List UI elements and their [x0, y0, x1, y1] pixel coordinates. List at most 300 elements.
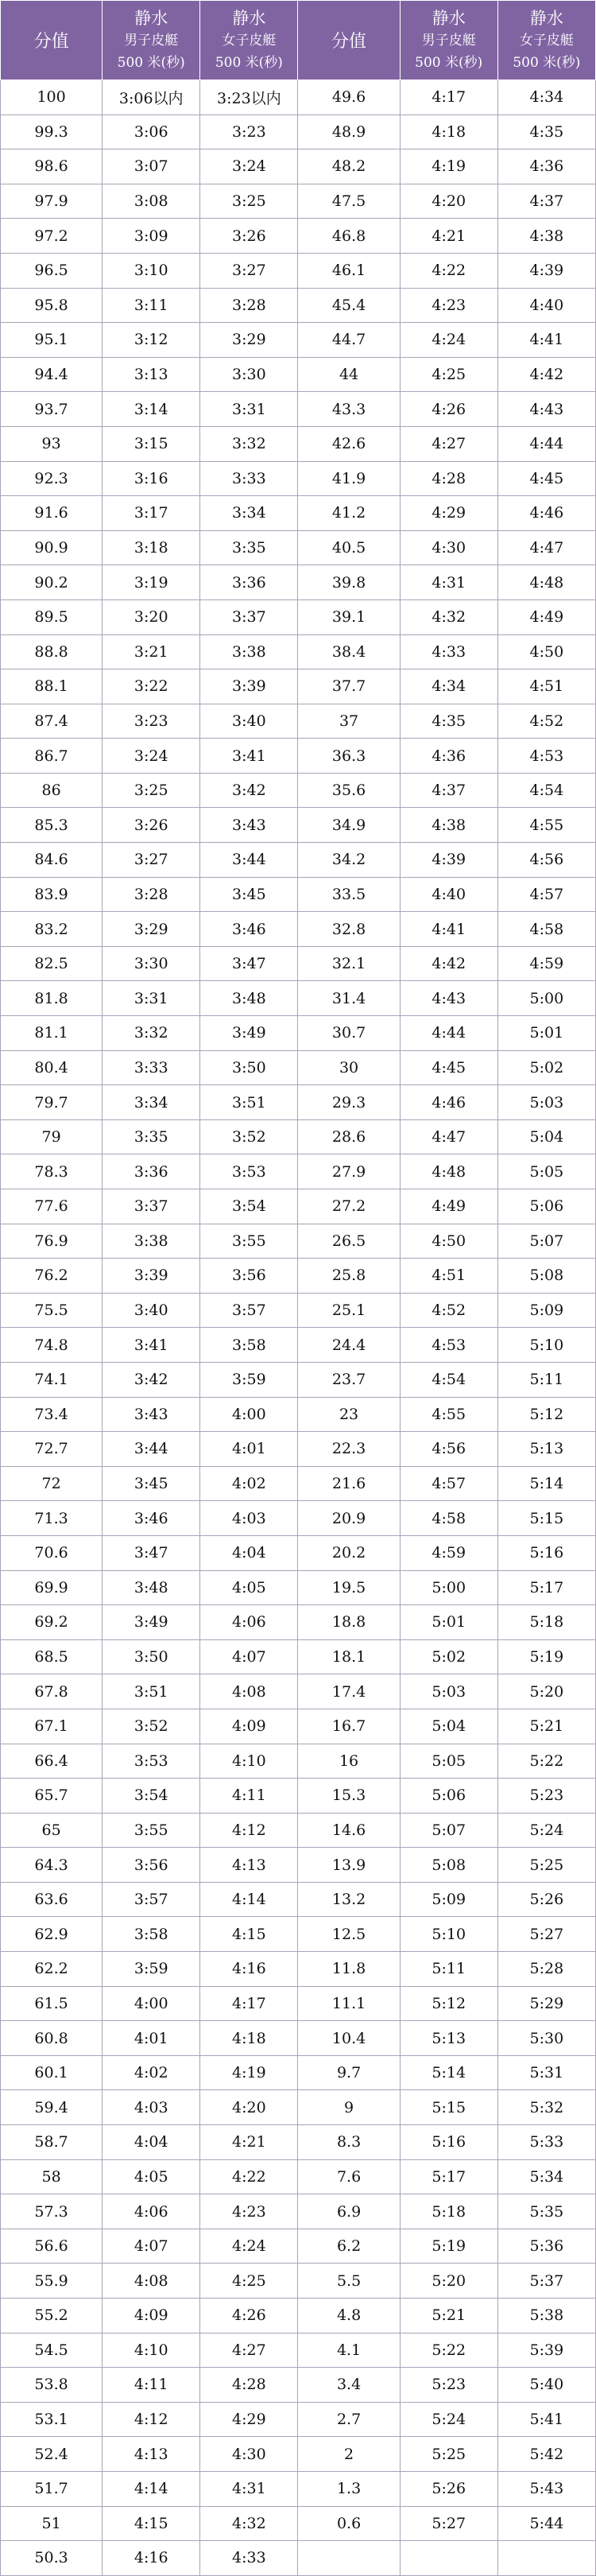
- women-time-cell-right: 5:16: [497, 1535, 595, 1570]
- table-row: [1, 773, 596, 808]
- men-time-cell-right: 4:34: [400, 669, 497, 704]
- score-cell-right: 4.1: [298, 2333, 400, 2368]
- header-row: [1, 1, 596, 80]
- men-time-cell-left: 3:12: [103, 323, 200, 358]
- men-time-cell-right: 5:02: [400, 1639, 497, 1674]
- men-time-cell-right: 4:20: [400, 184, 497, 219]
- women-time-cell-right: 4:39: [497, 253, 595, 288]
- men-time-cell-right: 5:17: [400, 2159, 497, 2194]
- men-time-cell-left: 3:18: [103, 530, 200, 565]
- women-time-cell-left: 3:40: [200, 704, 298, 739]
- table-row: [1, 2333, 596, 2368]
- header-line-unit: 500 米(秒): [117, 54, 185, 71]
- women-time-cell-right: 5:34: [497, 2159, 595, 2194]
- score-cell-right: 23.7: [298, 1362, 400, 1397]
- header-line-event: 男子皮艇: [124, 32, 179, 48]
- men-time-cell-left: 3:51: [103, 1674, 200, 1709]
- women-time-cell-left: 4:06: [200, 1605, 298, 1640]
- women-time-cell-left: 3:36: [200, 565, 298, 600]
- men-time-cell-left: 3:17: [103, 496, 200, 531]
- men-time-cell-right: 4:49: [400, 1189, 497, 1224]
- table-row: [1, 1432, 596, 1467]
- women-time-cell-right: 4:59: [497, 946, 595, 981]
- women-time-cell-left: 3:58: [200, 1328, 298, 1363]
- women-time-cell-right: 4:49: [497, 599, 595, 634]
- score-cell-left: 79.7: [1, 1085, 103, 1120]
- table-row: [1, 669, 596, 704]
- score-cell-right: 41.9: [298, 461, 400, 496]
- men-time-cell-right: 4:19: [400, 149, 497, 184]
- women-time-cell-right: 5:39: [497, 2333, 595, 2368]
- women-time-cell-right: 5:27: [497, 1917, 595, 1952]
- men-time-cell-right: 4:42: [400, 946, 497, 981]
- score-cell-left: 98.6: [1, 149, 103, 184]
- men-time-cell-right: 5:16: [400, 2125, 497, 2160]
- score-cell-left: 62.2: [1, 1952, 103, 1987]
- women-time-cell-left: 3:50: [200, 1050, 298, 1085]
- men-time-cell-right: 4:28: [400, 461, 497, 496]
- women-time-cell-left: 4:26: [200, 2299, 298, 2334]
- men-time-cell-right: 5:04: [400, 1709, 497, 1744]
- header-line-still-water: 静水: [134, 8, 168, 28]
- men-time-cell-right: 4:26: [400, 392, 497, 427]
- table-row: [1, 1362, 596, 1397]
- women-time-cell-right: 4:52: [497, 704, 595, 739]
- women-time-cell-right: 5:00: [497, 981, 595, 1016]
- score-cell-right: 34.2: [298, 843, 400, 878]
- women-time-cell-right: 4:35: [497, 114, 595, 149]
- men-time-cell-left: 3:16: [103, 461, 200, 496]
- women-time-cell-left: 3:28: [200, 288, 298, 323]
- table-row: [1, 1639, 596, 1674]
- women-time-cell-right: 5:24: [497, 1813, 595, 1848]
- women-time-cell-right: 5:44: [497, 2506, 595, 2541]
- men-time-cell-left: 3:30: [103, 946, 200, 981]
- score-cell-right: 5.5: [298, 2264, 400, 2299]
- table-row: [1, 1501, 596, 1536]
- table-row: [1, 946, 596, 981]
- men-time-cell-right: 4:33: [400, 634, 497, 669]
- table-row: [1, 2021, 596, 2056]
- score-cell-left: 65: [1, 1813, 103, 1848]
- men-time-cell-left: 4:16: [103, 2541, 200, 2576]
- women-time-cell-right: 4:55: [497, 808, 595, 843]
- women-time-cell-left: 3:23以内: [200, 80, 298, 115]
- men-time-cell-left: 4:12: [103, 2402, 200, 2437]
- women-time-cell-left: 4:29: [200, 2402, 298, 2437]
- men-time-cell-right: 5:07: [400, 1813, 497, 1848]
- men-time-cell-right: 4:39: [400, 843, 497, 878]
- score-cell-right: 33.5: [298, 877, 400, 912]
- women-time-cell-right: 5:42: [497, 2437, 595, 2472]
- women-time-cell-left: 3:42: [200, 773, 298, 808]
- table-row: [1, 2055, 596, 2090]
- table-row: [1, 1328, 596, 1363]
- header-line-unit: 500 米(秒): [215, 54, 283, 71]
- score-cell-right: 17.4: [298, 1674, 400, 1709]
- women-time-cell-left: 4:21: [200, 2125, 298, 2160]
- header-line-still-water: 静水: [232, 8, 266, 28]
- men-time-cell-right: 4:25: [400, 357, 497, 392]
- women-time-cell-right: 5:41: [497, 2402, 595, 2437]
- men-time-cell-left: 3:39: [103, 1259, 200, 1294]
- table-row: [1, 2368, 596, 2403]
- men-time-cell-left: 3:21: [103, 634, 200, 669]
- score-cell-right: 6.9: [298, 2194, 400, 2229]
- table-row: [1, 1986, 596, 2021]
- women-time-cell-left: 4:02: [200, 1466, 298, 1501]
- men-time-cell-left: 3:08: [103, 184, 200, 219]
- women-time-cell-left: 4:08: [200, 1674, 298, 1709]
- score-cell-left: 58: [1, 2159, 103, 2194]
- women-time-cell-left: 4:00: [200, 1397, 298, 1432]
- header-line-unit: 500 米(秒): [513, 54, 581, 71]
- men-time-cell-left: 4:09: [103, 2299, 200, 2334]
- women-time-cell-left: 4:31: [200, 2471, 298, 2506]
- men-time-cell-right: 4:40: [400, 877, 497, 912]
- score-cell-left: 94.4: [1, 357, 103, 392]
- score-cell-right: 1.3: [298, 2471, 400, 2506]
- score-cell-left: 74.1: [1, 1362, 103, 1397]
- score-cell-left: 71.3: [1, 1501, 103, 1536]
- score-cell-right: 34.9: [298, 808, 400, 843]
- men-time-cell-right: 4:51: [400, 1259, 497, 1294]
- table-row: [1, 2471, 596, 2506]
- women-time-cell-right: 5:30: [497, 2021, 595, 2056]
- women-time-cell-left: 3:37: [200, 599, 298, 634]
- table-row: [1, 288, 596, 323]
- score-cell-left: 72.7: [1, 1432, 103, 1467]
- women-time-cell-right: 4:54: [497, 773, 595, 808]
- women-time-cell-right: 5:35: [497, 2194, 595, 2229]
- men-time-cell-left: 3:49: [103, 1605, 200, 1640]
- women-time-cell-right: 4:50: [497, 634, 595, 669]
- men-time-cell-right: 4:29: [400, 496, 497, 531]
- women-time-cell-right: 5:03: [497, 1085, 595, 1120]
- women-time-cell-right: 5:19: [497, 1639, 595, 1674]
- table-row: [1, 80, 596, 115]
- score-cell-left: 50.3: [1, 2541, 103, 2576]
- men-time-cell-left: 4:11: [103, 2368, 200, 2403]
- score-cell-left: 91.6: [1, 496, 103, 531]
- women-kayak-header-left: [200, 1, 298, 80]
- women-time-cell-left: 4:13: [200, 1848, 298, 1883]
- table-row: [1, 357, 596, 392]
- men-time-cell-right: 4:44: [400, 1016, 497, 1051]
- women-time-cell-left: 3:43: [200, 808, 298, 843]
- score-cell-left: 84.6: [1, 843, 103, 878]
- score-cell-left: 97.9: [1, 184, 103, 219]
- men-time-cell-right: 4:45: [400, 1050, 497, 1085]
- score-cell-right: 15.3: [298, 1779, 400, 1814]
- women-time-cell-right: 5:11: [497, 1362, 595, 1397]
- score-cell-right: 20.2: [298, 1535, 400, 1570]
- women-time-cell-left: 3:57: [200, 1293, 298, 1328]
- women-time-cell-left: 3:59: [200, 1362, 298, 1397]
- score-cell-right: 0.6: [298, 2506, 400, 2541]
- men-time-cell-right: 4:18: [400, 114, 497, 149]
- women-time-cell-left: 4:16: [200, 1952, 298, 1987]
- score-cell-left: 83.9: [1, 877, 103, 912]
- score-cell-left: 97.2: [1, 219, 103, 254]
- women-time-cell-left: 4:12: [200, 1813, 298, 1848]
- men-time-cell-left: 3:10: [103, 253, 200, 288]
- men-time-cell-left: 3:20: [103, 599, 200, 634]
- score-cell-left: 69.9: [1, 1570, 103, 1605]
- women-time-cell-right: 5:21: [497, 1709, 595, 1744]
- table-row: [1, 1154, 596, 1189]
- score-cell-right: 12.5: [298, 1917, 400, 1952]
- men-time-cell-left: 3:32: [103, 1016, 200, 1051]
- score-cell-left: 90.2: [1, 565, 103, 600]
- men-time-cell-right: 5:09: [400, 1882, 497, 1917]
- score-cell-right: 43.3: [298, 392, 400, 427]
- men-time-cell-left: 4:13: [103, 2437, 200, 2472]
- score-cell-right: 11.8: [298, 1952, 400, 1987]
- score-cell-right: 13.2: [298, 1882, 400, 1917]
- score-cell-right: 7.6: [298, 2159, 400, 2194]
- men-time-cell-left: 3:41: [103, 1328, 200, 1363]
- score-cell-right: 23: [298, 1397, 400, 1432]
- score-cell-right: 4.8: [298, 2299, 400, 2334]
- women-time-cell-right: 4:56: [497, 843, 595, 878]
- men-time-cell-right: 5:26: [400, 2471, 497, 2506]
- header-line-still-water: 静水: [529, 8, 563, 28]
- women-time-cell-right: 4:34: [497, 80, 595, 115]
- men-time-cell-left: 3:28: [103, 877, 200, 912]
- score-cell-left: 93.7: [1, 392, 103, 427]
- men-time-cell-right: 4:32: [400, 599, 497, 634]
- men-time-cell-left: 3:57: [103, 1882, 200, 1917]
- table-row: [1, 496, 596, 531]
- women-time-cell-right: 5:43: [497, 2471, 595, 2506]
- table-row: [1, 1570, 596, 1605]
- score-cell-left: 95.8: [1, 288, 103, 323]
- women-time-cell-left: 4:20: [200, 2090, 298, 2125]
- men-time-cell-left: 3:38: [103, 1224, 200, 1259]
- women-time-cell-left: 4:25: [200, 2264, 298, 2299]
- score-cell-left: 75.5: [1, 1293, 103, 1328]
- table-body: [1, 80, 596, 2576]
- women-time-cell-right: 4:38: [497, 219, 595, 254]
- men-time-cell-left: 3:37: [103, 1189, 200, 1224]
- men-time-cell-left: 3:19: [103, 565, 200, 600]
- women-time-cell-left: 4:30: [200, 2437, 298, 2472]
- men-time-cell-left: 3:06: [103, 114, 200, 149]
- women-time-cell-left: 3:30: [200, 357, 298, 392]
- men-time-cell-right: 5:15: [400, 2090, 497, 2125]
- score-cell-left: 51.7: [1, 2471, 103, 2506]
- score-cell-left: 65.7: [1, 1779, 103, 1814]
- score-cell-right: 11.1: [298, 1986, 400, 2021]
- score-cell-right: 24.4: [298, 1328, 400, 1363]
- women-time-cell-right: 5:18: [497, 1605, 595, 1640]
- men-time-cell-left: 3:40: [103, 1293, 200, 1328]
- score-cell-left: 86: [1, 773, 103, 808]
- score-cell-left: 67.8: [1, 1674, 103, 1709]
- men-time-cell-left: 4:01: [103, 2021, 200, 2056]
- score-cell-left: 64.3: [1, 1848, 103, 1883]
- men-time-cell-right: 5:22: [400, 2333, 497, 2368]
- women-time-cell-right: 4:57: [497, 877, 595, 912]
- score-cell-left: 58.7: [1, 2125, 103, 2160]
- women-time-cell-left: 3:33: [200, 461, 298, 496]
- women-time-cell-right: 5:05: [497, 1154, 595, 1189]
- men-time-cell-left: 3:58: [103, 1917, 200, 1952]
- women-time-cell-left: 3:25: [200, 184, 298, 219]
- women-time-cell-right: 5:37: [497, 2264, 595, 2299]
- score-cell-left: 80.4: [1, 1050, 103, 1085]
- women-time-cell-left: 3:49: [200, 1016, 298, 1051]
- table-row: [1, 1709, 596, 1744]
- women-time-cell-right: 4:48: [497, 565, 595, 600]
- men-time-cell-right: 4:27: [400, 426, 497, 461]
- women-time-cell-left: 3:29: [200, 323, 298, 358]
- score-cell-right: 48.9: [298, 114, 400, 149]
- score-cell-right: 27.2: [298, 1189, 400, 1224]
- men-time-cell-left: 3:14: [103, 392, 200, 427]
- women-time-cell-right: 5:17: [497, 1570, 595, 1605]
- men-time-cell-left: 3:25: [103, 773, 200, 808]
- men-time-cell-right: 4:22: [400, 253, 497, 288]
- men-time-cell-right: 4:38: [400, 808, 497, 843]
- table-row: [1, 1050, 596, 1085]
- table-row: [1, 426, 596, 461]
- score-cell-right: [298, 2541, 400, 2576]
- men-time-cell-left: 3:07: [103, 149, 200, 184]
- table-row: [1, 1882, 596, 1917]
- men-time-cell-left: 3:36: [103, 1154, 200, 1189]
- score-cell-right: 28.6: [298, 1119, 400, 1154]
- women-time-cell-right: 5:38: [497, 2299, 595, 2334]
- men-time-cell-left: 3:55: [103, 1813, 200, 1848]
- table-row: [1, 877, 596, 912]
- table-row: [1, 392, 596, 427]
- score-cell-left: 61.5: [1, 1986, 103, 2021]
- men-time-cell-right: 5:01: [400, 1605, 497, 1640]
- score-cell-right: 44: [298, 357, 400, 392]
- men-time-cell-right: 5:23: [400, 2368, 497, 2403]
- score-cell-left: 72: [1, 1466, 103, 1501]
- men-time-cell-left: 4:00: [103, 1986, 200, 2021]
- men-time-cell-left: 3:06以内: [103, 80, 200, 115]
- women-time-cell-right: 5:14: [497, 1466, 595, 1501]
- women-time-cell-left: 4:03: [200, 1501, 298, 1536]
- women-time-cell-left: 3:54: [200, 1189, 298, 1224]
- men-time-cell-right: 5:03: [400, 1674, 497, 1709]
- score-cell-left: 55.2: [1, 2299, 103, 2334]
- men-time-cell-right: 4:21: [400, 219, 497, 254]
- women-time-cell-right: 5:08: [497, 1259, 595, 1294]
- table-row: [1, 219, 596, 254]
- men-time-cell-right: 4:30: [400, 530, 497, 565]
- women-time-cell-left: 3:56: [200, 1259, 298, 1294]
- women-time-cell-right: [497, 2541, 595, 2576]
- men-time-cell-left: 4:06: [103, 2194, 200, 2229]
- score-cell-left: 51: [1, 2506, 103, 2541]
- score-cell-left: 67.1: [1, 1709, 103, 1744]
- men-time-cell-right: 4:17: [400, 80, 497, 115]
- table-row: [1, 184, 596, 219]
- score-cell-left: 99.3: [1, 114, 103, 149]
- men-time-cell-right: 5:24: [400, 2402, 497, 2437]
- men-time-cell-right: 5:11: [400, 1952, 497, 1987]
- score-cell-right: 30.7: [298, 1016, 400, 1051]
- women-time-cell-left: 3:23: [200, 114, 298, 149]
- table-row: [1, 1259, 596, 1294]
- women-time-cell-left: 4:07: [200, 1639, 298, 1674]
- men-time-cell-left: 4:04: [103, 2125, 200, 2160]
- men-time-cell-right: 4:35: [400, 704, 497, 739]
- table-row: [1, 634, 596, 669]
- men-time-cell-right: 5:20: [400, 2264, 497, 2299]
- score-cell-right: 41.2: [298, 496, 400, 531]
- women-time-cell-left: 3:35: [200, 530, 298, 565]
- score-cell-right: 30: [298, 1050, 400, 1085]
- score-cell-left: 88.1: [1, 669, 103, 704]
- score-cell-left: 88.8: [1, 634, 103, 669]
- men-time-cell-right: 4:41: [400, 912, 497, 947]
- score-cell-right: 27.9: [298, 1154, 400, 1189]
- score-cell-left: 55.9: [1, 2264, 103, 2299]
- men-time-cell-right: 4:48: [400, 1154, 497, 1189]
- women-time-cell-right: 5:31: [497, 2055, 595, 2090]
- score-cell-right: 9.7: [298, 2055, 400, 2090]
- women-time-cell-left: 3:26: [200, 219, 298, 254]
- women-time-cell-left: 4:28: [200, 2368, 298, 2403]
- men-kayak-header-right: [400, 1, 497, 80]
- women-time-cell-left: 4:05: [200, 1570, 298, 1605]
- men-time-cell-left: 4:10: [103, 2333, 200, 2368]
- score-cell-left: 66.4: [1, 1744, 103, 1779]
- score-cell-right: 3.4: [298, 2368, 400, 2403]
- men-time-cell-left: 3:31: [103, 981, 200, 1016]
- men-time-cell-left: 3:26: [103, 808, 200, 843]
- score-cell-left: 95.1: [1, 323, 103, 358]
- women-time-cell-left: 3:55: [200, 1224, 298, 1259]
- men-time-cell-right: 5:08: [400, 1848, 497, 1883]
- score-cell-right: 49.6: [298, 80, 400, 115]
- men-time-cell-left: 4:05: [103, 2159, 200, 2194]
- table-row: [1, 912, 596, 947]
- score-cell-left: 83.2: [1, 912, 103, 947]
- women-time-cell-right: 4:40: [497, 288, 595, 323]
- table-row: [1, 1813, 596, 1848]
- score-header-left: 分值: [1, 1, 103, 80]
- women-time-cell-right: 5:33: [497, 2125, 595, 2160]
- women-time-cell-left: 3:51: [200, 1085, 298, 1120]
- men-time-cell-left: 3:44: [103, 1432, 200, 1467]
- men-time-cell-right: 4:46: [400, 1085, 497, 1120]
- men-time-cell-right: 5:21: [400, 2299, 497, 2334]
- men-time-cell-right: 4:36: [400, 739, 497, 774]
- table-row: [1, 808, 596, 843]
- table-row: [1, 1397, 596, 1432]
- women-time-cell-left: 3:32: [200, 426, 298, 461]
- men-time-cell-left: 3:29: [103, 912, 200, 947]
- score-cell-right: 29.3: [298, 1085, 400, 1120]
- men-time-cell-left: 4:02: [103, 2055, 200, 2090]
- score-cell-right: 46.8: [298, 219, 400, 254]
- women-time-cell-left: 3:34: [200, 496, 298, 531]
- women-time-cell-right: 5:12: [497, 1397, 595, 1432]
- women-time-cell-right: 5:32: [497, 2090, 595, 2125]
- score-cell-left: 59.4: [1, 2090, 103, 2125]
- men-time-cell-right: 5:13: [400, 2021, 497, 2056]
- women-time-cell-left: 4:09: [200, 1709, 298, 1744]
- men-time-cell-left: 3:33: [103, 1050, 200, 1085]
- table-row: [1, 1016, 596, 1051]
